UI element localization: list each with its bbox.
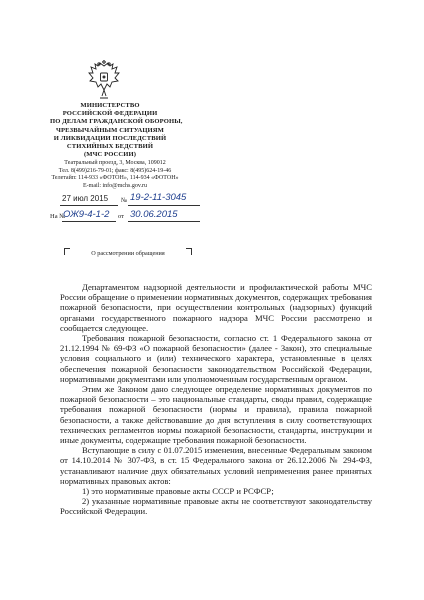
number-prefix: №: [121, 197, 128, 204]
russian-coat-of-arms-icon: [86, 60, 122, 102]
reference-from: от: [118, 213, 125, 220]
ministry-name-line: МИНИСТЕРСТВО: [80, 102, 140, 109]
registration-number: 19-2-11-3045: [130, 192, 187, 203]
body-paragraph: Вступающие в силу с 01.07.2015 изменения, внесенные Федеральным законом от 14.10.2014 № 307-ФЗ, в ст. 15 Федерального закона от 26.12.2006 № 294-ФЗ, устанавливают наличие двух обязательных условий неприменения ранее принятых нормативных правовых актов:: [60, 445, 372, 486]
address-line: Театральный проезд, 3, Москва, 109012: [64, 160, 166, 166]
body-paragraph: Этим же Законом дано следующее определение нормативных документов по пожарной безопасности – это национальные стандарты, своды правил, содержащие требования пожарной безопасности (нормы и правила), правила пожарной безопасности, а также действовавшие до дня вступления в силу соответствующих технических регламентов нормы пожарной безопасности, стандарты, инструкции и иные документы, содержащие требования пожарной безопасности.: [60, 384, 372, 446]
ministry-name-line: (МЧС РОССИИ): [83, 151, 137, 159]
registration-date: 27 июл 2015: [62, 194, 109, 203]
date-underline: [60, 205, 118, 206]
ministry-name-line: И ЛИКВИДАЦИИ ПОСЛЕДСТВИЙ: [53, 134, 167, 142]
teletype-line: Телетайп: 114-933 «ФОТОН», 114-934 «ФОТОН»: [51, 175, 179, 182]
letter-subject: О рассмотрении обращения: [91, 250, 165, 257]
number-underline: [128, 205, 200, 206]
reference-number-underline: [62, 221, 116, 222]
reference-number: ОЖ9-4-1-2: [63, 209, 110, 220]
reference-date-underline: [128, 221, 200, 222]
letter-body: [60, 282, 372, 517]
reference-prefix: На №: [50, 213, 66, 220]
list-item: 2) указанные нормативные правовые акты не соответствуют законодательству Российской Федерации.: [60, 496, 372, 517]
contact-block: [40, 160, 190, 190]
email-line: E-mail: info@mchs.gov.ru: [83, 182, 147, 189]
ministry-name-line: ЧРЕЗВЫЧАЙНЫМ СИТУАЦИЯМ: [56, 126, 164, 134]
body-paragraph: Департаментом надзорной деятельности и профилактической работы МЧС России обращение о применении нормативных документов, содержащих требования пожарной безопасности, при осуществлении контрольных (надзорных) функций органами государственного пожарного надзора МЧС России рассмотрено и сообщается следующее.: [60, 282, 372, 333]
reference-date: 30.06.2015: [130, 209, 178, 220]
ministry-name: [50, 102, 183, 159]
body-paragraph: Требования пожарной безопасности, согласно ст. 1 Федерального закона от 21.12.1994 № 69-ФЗ «О пожарной безопасности» (далее - Закон), это специальные условия социального и (или) технического характера, установленные в целях обеспечения пожарной безопасности законодательством Российской Федерации, нормативными документами или уполномоченным государственным органом.: [60, 333, 372, 384]
list-item: 1) это нормативные правовые акты СССР и РСФСР;: [82, 486, 274, 497]
ministry-name-line: ПО ДЕЛАМ ГРАЖДАНСКОЙ ОБОРОНЫ,: [50, 118, 183, 126]
phone-line: Тел. 8(499)216-79-01; факс: 8(495)624-19-46: [58, 167, 172, 174]
ministry-name-line: РОССИЙСКОЙ ФЕДЕРАЦИИ: [62, 110, 158, 118]
ministry-name-line: СТИХИЙНЫХ БЕДСТВИЙ: [66, 143, 154, 151]
